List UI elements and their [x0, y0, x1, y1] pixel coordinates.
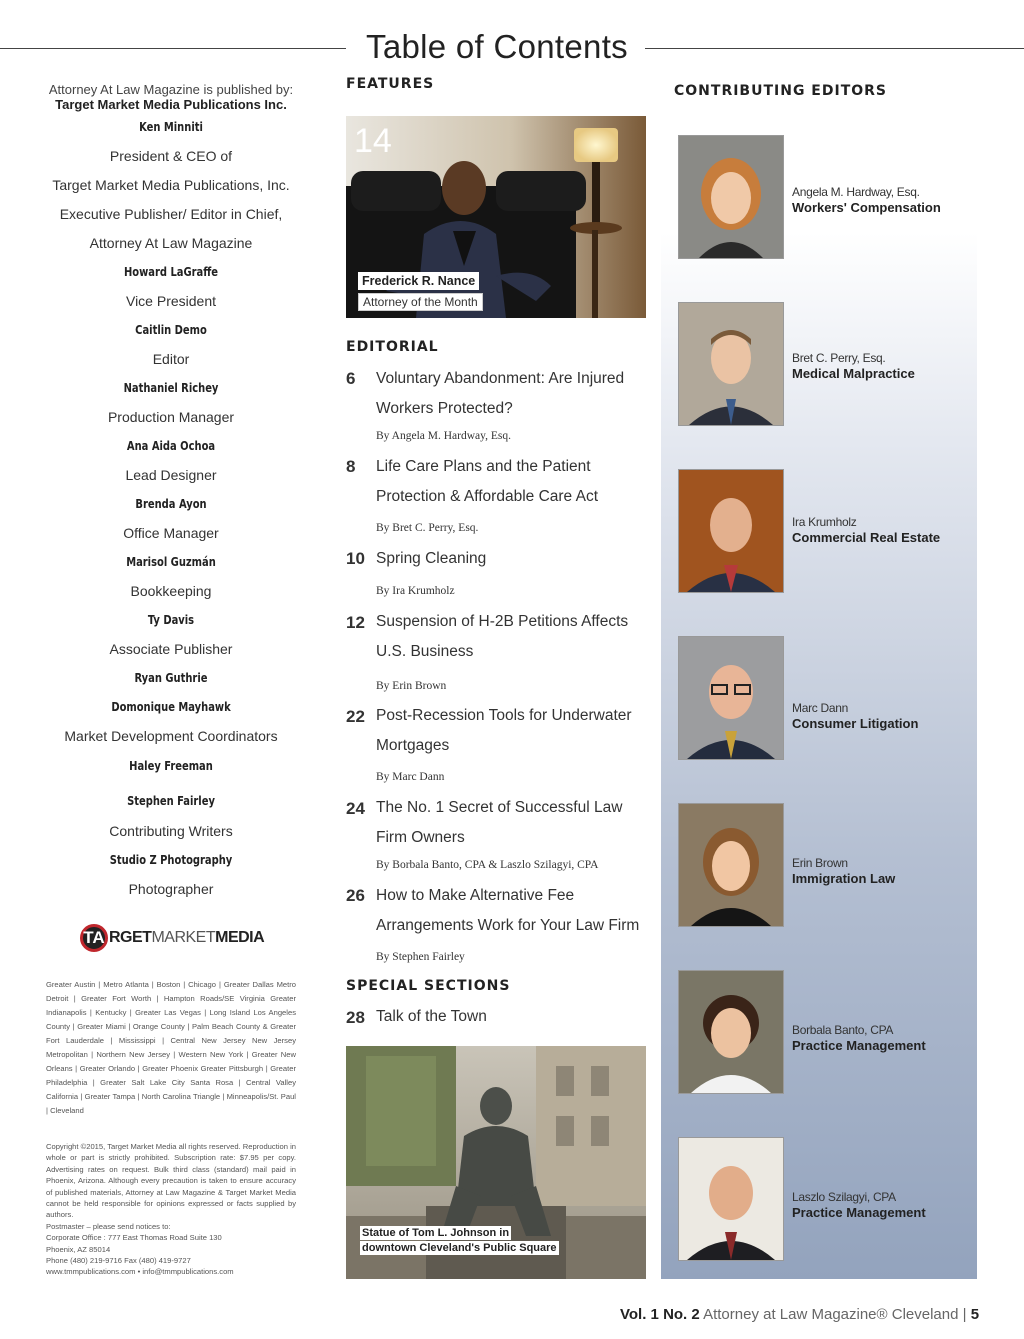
office-address: Corporate Office : 777 East Thomas Road Suite 130: [46, 1233, 222, 1243]
footer-issue: Vol. 1 No. 2: [620, 1306, 700, 1323]
special-sections-heading: SPECIAL SECTIONS: [346, 978, 511, 994]
footer-separator: |: [962, 1306, 967, 1323]
footer-city: Cleveland: [891, 1306, 959, 1323]
special-title: Talk of the Town: [376, 1008, 487, 1025]
staff-title: Production Manager: [107, 409, 235, 425]
staff-name: Ana Aida Ochoa: [126, 439, 216, 453]
editor-name: Erin Brown: [792, 856, 848, 870]
editor-area: Commercial Real Estate: [792, 530, 941, 545]
article-title: Spring Cleaning: [376, 550, 487, 567]
editor-area: Consumer Litigation: [792, 716, 919, 731]
target-market-media-logo: [80, 922, 280, 954]
staff-name: Haley Freeman: [129, 759, 213, 773]
page-title: Table of Contents: [366, 28, 628, 65]
editor-name: Borbala Banto, CPA: [792, 1023, 894, 1037]
footer-magazine: Attorney at Law Magazine®: [703, 1306, 888, 1323]
article-page: 10: [346, 549, 365, 568]
editor-name: Bret C. Perry, Esq.: [792, 351, 886, 365]
logo-word-2: MARKET: [151, 929, 216, 946]
editor-portrait: [679, 971, 783, 1093]
staff-list: [40, 113, 302, 904]
city-list: Greater Austin | Metro Atlanta | Boston | Chicago | Greater Dallas Metro Detroit | Greater Fort Worth | Hampton Roads/SE Virginia Greater Indianapolis | Kentucky | Greater Las Vegas | Long Island Los Angeles County | Greater Miami | Orange County | Palm Beach County & Greater Fort Lauderdale | Mississippi | Central New Jersey New Jersey Metropolitan | Northern New Jersey | Western New York | Greater New Orleans | Greater Orlando | Greater Phoenix Greater Pittsburgh | Greater Philadelphia | Greater Salt Lake City Santa Rosa | Central Valley California | Greater Tampa | North Carolina Triangle | Minneapolis/St. Paul | Cleveland: [46, 980, 296, 1115]
page-footer: [620, 1306, 979, 1323]
logo-wordmark: [109, 929, 264, 947]
staff-title: Associate Publisher: [109, 641, 233, 657]
contributing-editors-heading: CONTRIBUTING EDITORS: [674, 83, 888, 99]
staff-name: Brenda Ayon: [135, 497, 207, 511]
editor-area: Practice Management: [792, 1205, 926, 1220]
statue-caption-line2: downtown Cleveland's Public Square: [362, 1242, 557, 1254]
article-page: 24: [346, 799, 365, 818]
logo-word-1: RGET: [109, 929, 152, 946]
article-byline: By Angela M. Hardway, Esq.: [376, 430, 511, 442]
feature-page-number: 14: [354, 122, 392, 160]
staff-title: Lead Designer: [125, 467, 217, 483]
editor-portrait: [679, 136, 783, 258]
article-byline: By Ira Krumholz: [376, 585, 455, 597]
editor-photo: [678, 636, 784, 760]
staff-name: Domonique Mayhawk: [111, 700, 231, 714]
editor-portrait: [679, 637, 783, 759]
editor-photo: [678, 1137, 784, 1261]
editor-portrait: [679, 1138, 783, 1260]
feature-subtitle-caption: Attorney of the Month: [358, 293, 483, 311]
masthead: [40, 82, 302, 904]
article-byline: By Erin Brown: [376, 680, 447, 692]
title-rule-right: [645, 48, 1024, 49]
editor-portrait: [679, 804, 783, 926]
article-title: Life Care Plans and the Patient Protection & Affordable Care Act: [376, 458, 599, 505]
editor-photo: [678, 135, 784, 259]
features-heading: FEATURES: [346, 76, 435, 92]
editor-name: Marc Dann: [792, 701, 848, 715]
staff-title: Photographer: [128, 881, 214, 897]
logo-word-3: MEDIA: [215, 929, 265, 946]
logo-mark: TA: [80, 924, 108, 952]
editor-area: Medical Malpractice: [792, 366, 915, 381]
article-page: 26: [346, 886, 365, 905]
editor-name: Ira Krumholz: [792, 515, 857, 529]
staff-title: President & CEO of: [109, 148, 233, 164]
editor-area: Immigration Law: [792, 871, 896, 886]
footer-page-number: 5: [970, 1306, 980, 1323]
article-title: The No. 1 Secret of Successful Law Firm Owners: [376, 799, 623, 846]
editor-photo: [678, 803, 784, 927]
editor-name: Angela M. Hardway, Esq.: [792, 185, 920, 199]
title-rule-left: [0, 48, 346, 49]
statue-caption-line1: Statue of Tom L. Johnson in: [362, 1227, 510, 1239]
staff-name: Stephen Fairley: [127, 794, 215, 808]
special-page: 28: [346, 1008, 365, 1027]
article-title: How to Make Alternative Fee Arrangements Work for Your Law Firm: [376, 887, 640, 934]
staff-name: Ken Minniti: [139, 120, 203, 134]
editor-name: Laszlo Szilagyi, CPA: [792, 1190, 896, 1204]
editor-area: Practice Management: [792, 1038, 926, 1053]
postmaster-text: Postmaster – please send notices to:: [46, 1221, 171, 1231]
staff-name: Ryan Guthrie: [134, 671, 208, 685]
article-title: Suspension of H-2B Petitions Affects U.S. Business: [376, 613, 629, 660]
phone-fax: Phone (480) 219-9716 Fax (480) 419-9727: [46, 1256, 191, 1266]
feature-name-caption: Frederick R. Nance: [358, 272, 479, 290]
article-page: 6: [346, 369, 356, 388]
staff-name: Studio Z Photography: [109, 853, 233, 867]
staff-title: Bookkeeping: [130, 583, 212, 599]
office-city: Phoenix, AZ 85014: [46, 1244, 111, 1254]
copyright-text: Copyright ©2015, Target Market Media all rights reserved. Reproduction in whole or part is strictly prohibited. Subscription rate: $7.95 per copy. Advertising rates on request. Bulk third class (standard) mail paid in Phoenix, Arizona. Although every precaution is taken to ensure accuracy of published materials, Attorney at Law Magazine & Target Market Media cannot be held responsible for opinions expressed or facts supplied by authors.: [46, 1142, 296, 1220]
article-page: 8: [346, 457, 356, 476]
publisher-intro: Attorney At Law Magazine is published by:: [48, 82, 294, 97]
publisher-company: Target Market Media Publications Inc.: [55, 97, 287, 112]
article-title: Voluntary Abandonment: Are Injured Workers Protected?: [376, 370, 625, 417]
staff-title: Market Development Coordinators: [64, 728, 278, 744]
article-title: Post-Recession Tools for Underwater Mortgages: [376, 707, 632, 754]
web-email: www.tmmpublications.com • info@tmmpublications.com: [46, 1267, 234, 1277]
staff-title: Attorney At Law Magazine: [89, 235, 253, 251]
staff-name: Ty Davis: [147, 613, 195, 627]
staff-name: Nathaniel Richey: [123, 381, 219, 395]
staff-title: Contributing Writers: [109, 823, 233, 839]
copyright-block: [46, 1141, 296, 1278]
article-byline: By Bret C. Perry, Esq.: [376, 522, 479, 534]
article-byline: By Marc Dann: [376, 771, 445, 783]
editor-portrait: [679, 303, 783, 425]
editor-photo: [678, 469, 784, 593]
article-page: 12: [346, 613, 365, 632]
staff-name: Caitlin Demo: [135, 323, 207, 337]
staff-title: Office Manager: [123, 525, 219, 541]
staff-name: Marisol Guzmán: [126, 555, 216, 569]
staff-title: Target Market Media Publications, Inc.: [52, 177, 290, 193]
staff-title: Executive Publisher/ Editor in Chief,: [59, 206, 283, 222]
staff-title: Editor: [152, 351, 190, 367]
editor-photo: [678, 302, 784, 426]
editor-area: Workers' Compensation: [792, 200, 941, 215]
article-byline: By Stephen Fairley: [376, 951, 465, 963]
editor-portrait: [679, 470, 783, 592]
article-page: 22: [346, 707, 365, 726]
editorial-heading: EDITORIAL: [346, 339, 439, 355]
staff-title: Vice President: [125, 293, 216, 309]
staff-name: Howard LaGraffe: [123, 265, 219, 279]
article-byline: By Borbala Banto, CPA & Laszlo Szilagyi, CPA: [376, 859, 599, 871]
editor-photo: [678, 970, 784, 1094]
